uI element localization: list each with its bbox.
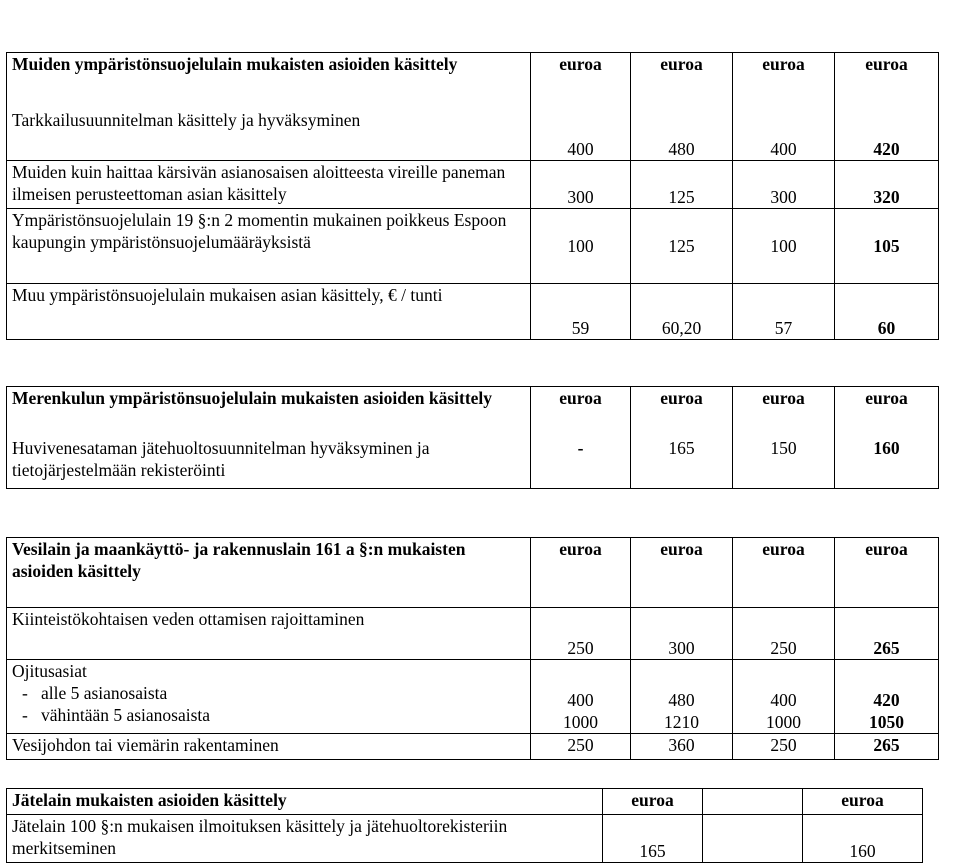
table-cell: 250 [531,608,631,660]
table-cell: 300 [631,608,733,660]
column-header: euroa [733,53,835,109]
table-cell: 59 [531,284,631,340]
table-cell: 105 [835,209,939,284]
table-cell: 400 [531,109,631,161]
column-header: euroa [631,538,733,608]
column-header: euroa [531,53,631,109]
column-header: euroa [733,538,835,608]
table-cell: 125 [631,161,733,209]
table-cell: 1050 [869,712,904,732]
column-header: euroa [603,789,703,815]
table-cell: 360 [631,734,733,760]
row-label: Ympäristönsuojelulain 19 §:n 2 momentin mukainen poikkeus Espoon kaupungin ympäristönsuojelumääräyksistä [7,209,531,284]
column-header: euroa [835,387,939,437]
empty-cell [703,789,803,815]
sub-item-vahintaan-5: - vähintään 5 asianosaista [22,705,211,725]
row-label: Huvivenesataman jätehuoltosuunnitelman hyväksyminen ja tietojärjestelmään rekisteröinti [7,437,531,489]
section-heading: Merenkulun ympäristönsuojelulain mukaisten asioiden käsittely [7,387,531,437]
table-cell: 165 [603,815,703,863]
table-cell: 420 [873,690,900,710]
table-cell: 400 [733,109,835,161]
table-cell: 320 [835,161,939,209]
section-heading: Jätelain mukaisten asioiden käsittely [7,789,603,815]
table-cell-pair [733,660,835,734]
table-cell: 265 [835,734,939,760]
table-cell: 57 [733,284,835,340]
table-cell-pair [835,660,939,734]
column-header: euroa [631,53,733,109]
table-cell-pair [531,660,631,734]
row-label: Kiinteistökohtaisen veden ottamisen rajoittaminen [7,608,531,660]
table-cell: 400 [567,690,594,710]
table-cell: 250 [733,608,835,660]
table-cell: 1000 [563,712,598,732]
column-header: euroa [631,387,733,437]
section-ymparistonsuojelu-table [6,52,939,340]
section-merenkulku-table [6,386,939,489]
row-label: Muu ympäristönsuojelulain mukaisen asian käsittely, € / tunti [7,284,531,340]
column-header: euroa [531,387,631,437]
table-cell: 165 [631,437,733,489]
column-header: euroa [835,538,939,608]
table-cell: 1000 [766,712,801,732]
table-cell: 420 [835,109,939,161]
table-cell: 160 [835,437,939,489]
table-cell: 250 [733,734,835,760]
table-cell: 60 [835,284,939,340]
table-cell: 265 [835,608,939,660]
column-header: euroa [803,789,923,815]
row-label: Muiden kuin haittaa kärsivän asianosaisen aloitteesta vireille paneman ilmeisen perusteettoman asian käsittely [7,161,531,209]
section-heading: Vesilain ja maankäyttö- ja rakennuslain 161 a §:n mukaisten asioiden käsittely [7,538,531,608]
column-header: euroa [733,387,835,437]
table-cell: 480 [631,109,733,161]
empty-cell [703,815,803,863]
table-cell: 60,20 [631,284,733,340]
table-cell: 400 [770,690,797,710]
column-header: euroa [531,538,631,608]
table-cell: 480 [668,690,695,710]
table-cell: 250 [531,734,631,760]
table-cell: 1210 [664,712,699,732]
row-label: Ojitusasiat [12,661,87,681]
table-cell: 160 [803,815,923,863]
section-jatelaki-table [6,788,923,863]
ojitus-cell [7,660,531,734]
column-header: euroa [835,53,939,109]
section-vesilaki-table [6,537,939,760]
table-cell: 100 [733,209,835,284]
table-cell: 300 [531,161,631,209]
table-cell: 300 [733,161,835,209]
table-cell: 150 [733,437,835,489]
table-cell-pair [631,660,733,734]
table-cell: 125 [631,209,733,284]
row-label: Jätelain 100 §:n mukaisen ilmoituksen käsittely ja jätehuoltorekisteriin merkitseminen [7,815,603,863]
row-label: Tarkkailusuunnitelman käsittely ja hyväksyminen [7,109,531,161]
section-heading: Muiden ympäristönsuojelulain mukaisten asioiden käsittely [7,53,531,109]
table-cell: - [531,437,631,489]
sub-item-alle-5: - alle 5 asianosaista [22,683,168,703]
row-label: Vesijohdon tai viemärin rakentaminen [7,734,531,760]
table-cell: 100 [531,209,631,284]
